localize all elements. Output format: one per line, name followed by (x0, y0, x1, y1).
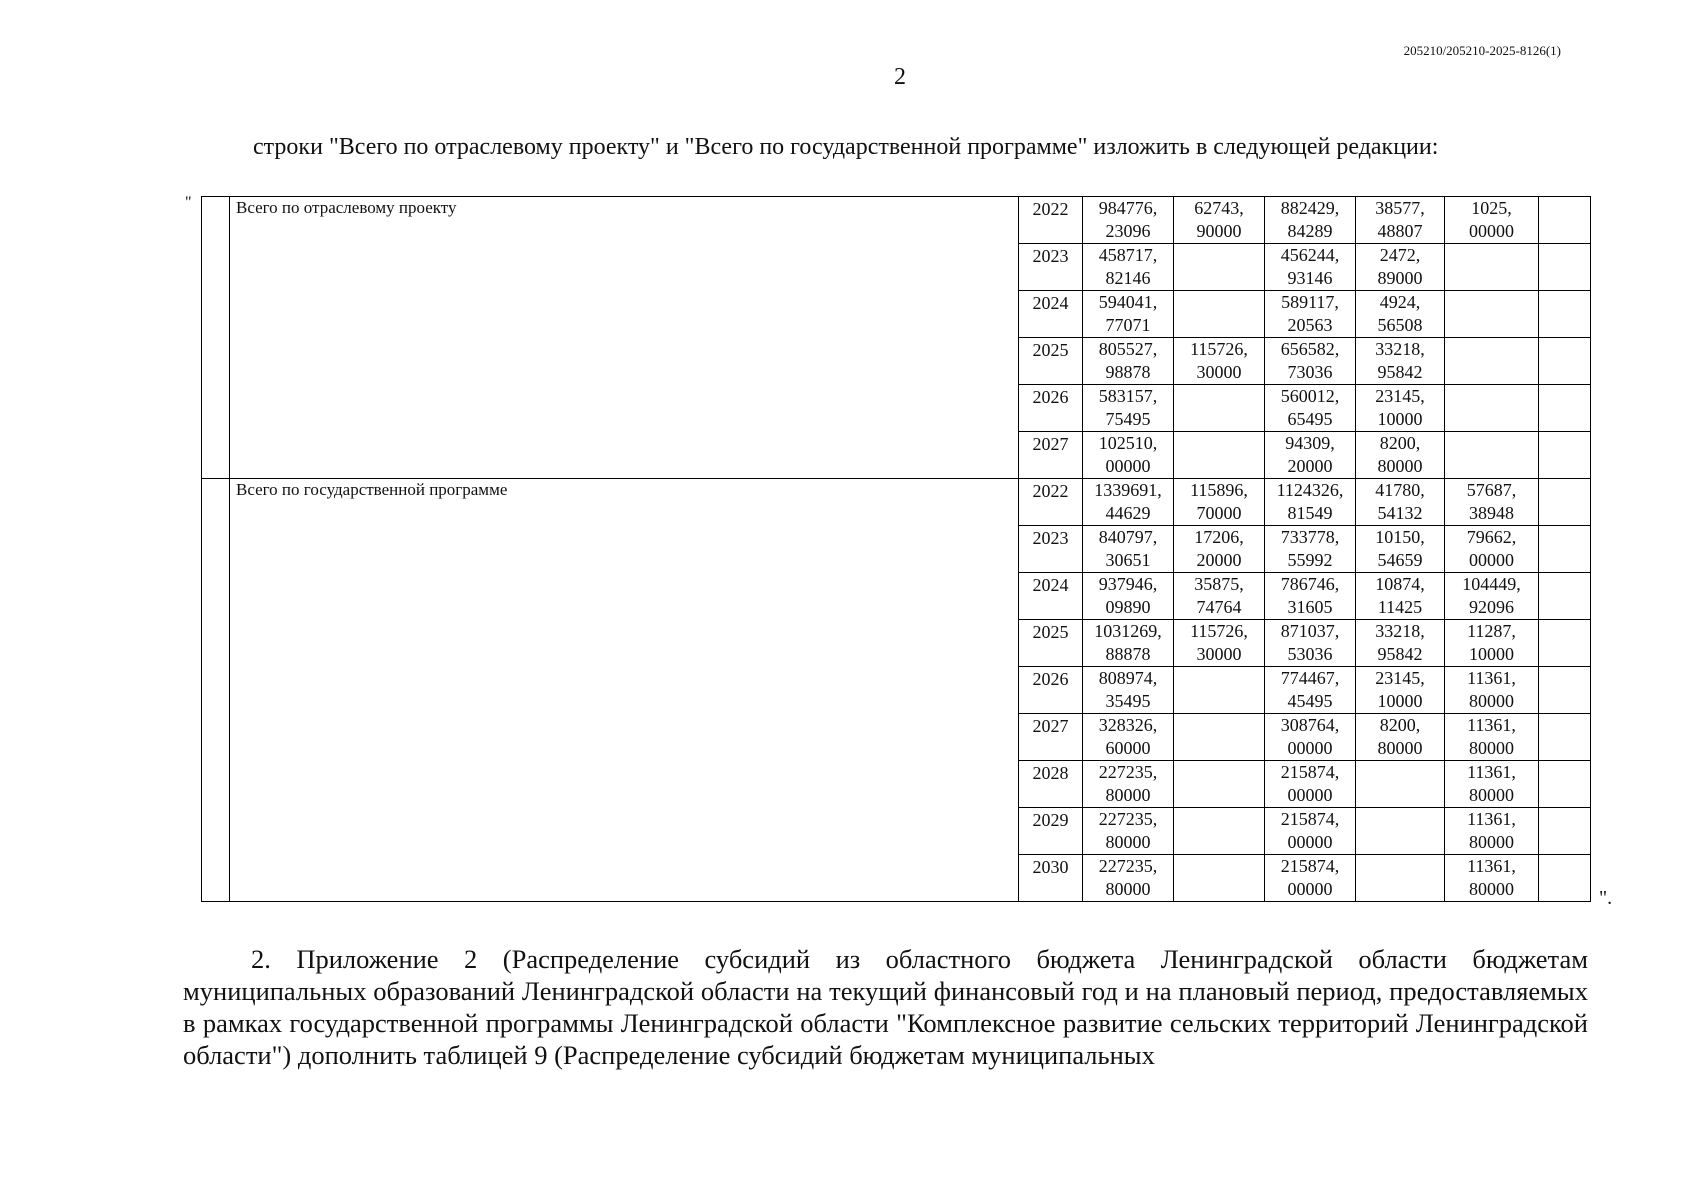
year-cell: 2022 (1019, 197, 1083, 244)
group-label: Всего по государственной программе (230, 479, 1019, 902)
value-cell-c4 (1445, 714, 1539, 761)
empty-trailing-cell (1539, 479, 1591, 526)
value-part: 11361, (1467, 762, 1516, 782)
empty-trailing-cell (1539, 573, 1591, 620)
value-part: 30651 (1105, 550, 1151, 570)
value-cell-c3 (1356, 620, 1445, 667)
value-part: 456244, (1280, 245, 1340, 265)
value-cell-c1 (1174, 714, 1265, 761)
value-part: 95842 (1377, 362, 1423, 382)
value-part: 70000 (1196, 503, 1242, 523)
year-cell: 2023 (1019, 526, 1083, 573)
value-part: 11361, (1467, 856, 1516, 876)
value-part: 90000 (1196, 221, 1242, 241)
value-part: 328326, (1098, 715, 1158, 735)
value-cell-total (1083, 620, 1174, 667)
group-label: Всего по отраслевому проекту (230, 197, 1019, 479)
value-part: 41780, (1375, 480, 1425, 500)
value-cell-c4 (1445, 573, 1539, 620)
value-part: 98878 (1105, 362, 1151, 382)
value-part: 984776, (1098, 198, 1158, 218)
value-cell-total (1083, 808, 1174, 855)
value-part: 11361, (1467, 809, 1516, 829)
value-cell-c1 (1174, 855, 1265, 902)
value-part: 805527, (1098, 339, 1158, 359)
value-cell-c1 (1174, 479, 1265, 526)
value-part: 11361, (1467, 668, 1516, 688)
value-part: 8200, (1379, 715, 1421, 735)
value-cell-total (1083, 855, 1174, 902)
value-part: 77071 (1105, 315, 1151, 335)
value-part: 00000 (1287, 879, 1333, 899)
value-part: 35495 (1105, 691, 1151, 711)
value-part: 227235, (1098, 809, 1158, 829)
value-part: 73036 (1287, 362, 1333, 382)
value-cell-c1 (1174, 197, 1265, 244)
value-part: 53036 (1287, 644, 1333, 664)
value-part: 54659 (1377, 550, 1423, 570)
value-part: 215874, (1280, 762, 1340, 782)
value-cell-c4 (1445, 667, 1539, 714)
empty-trailing-cell (1539, 526, 1591, 573)
year-cell: 2030 (1019, 855, 1083, 902)
empty-trailing-cell (1539, 808, 1591, 855)
value-part: 656582, (1280, 339, 1340, 359)
empty-trailing-cell (1539, 244, 1591, 291)
value-part: 11287, (1467, 621, 1516, 641)
value-cell-total (1083, 385, 1174, 432)
value-cell-c2 (1265, 808, 1356, 855)
value-cell-total (1083, 432, 1174, 479)
empty-trailing-cell (1539, 667, 1591, 714)
value-cell-c2 (1265, 291, 1356, 338)
value-part: 00000 (1287, 738, 1333, 758)
value-cell-c1 (1174, 761, 1265, 808)
value-part: 20000 (1196, 550, 1242, 570)
value-part: 560012, (1280, 386, 1340, 406)
value-part: 808974, (1098, 668, 1158, 688)
empty-trailing-cell (1539, 291, 1591, 338)
empty-trailing-cell (1539, 620, 1591, 667)
value-cell-c2 (1265, 667, 1356, 714)
value-cell-c1 (1174, 526, 1265, 573)
value-part: 227235, (1098, 856, 1158, 876)
year-cell: 2028 (1019, 761, 1083, 808)
value-part: 1124326, (1276, 480, 1344, 500)
value-cell-c2 (1265, 338, 1356, 385)
value-cell-total (1083, 244, 1174, 291)
value-cell-c2 (1265, 385, 1356, 432)
value-part: 23145, (1375, 668, 1425, 688)
value-part: 17206, (1194, 527, 1244, 547)
paragraph-text: 2. Приложение 2 (Распределение субсидий из областного бюджета Ленинградской области бюджетам муниципальных образований Ленинградской области на текущий финансовый год и на плановый период, предоставляемых в рамках государственной программы Ленинградской области "Комплексное развитие сельских территорий Ленинградской области") дополнить таблицей 9 (Распределение субсидий бюджетам муниципальных (183, 944, 1588, 1070)
value-cell-total (1083, 667, 1174, 714)
intro-text: строки "Всего по отраслевому проекту" и "Всего по государственной программе" изложить в следующей редакции: (253, 134, 1439, 160)
value-part: 115896, (1190, 480, 1248, 500)
value-part: 56508 (1377, 315, 1423, 335)
document-number: 205210/205210-2025-8126(1) (1403, 43, 1561, 58)
value-cell-c2 (1265, 432, 1356, 479)
value-part: 80000 (1469, 738, 1514, 758)
value-part: 65495 (1287, 409, 1333, 429)
value-cell-c4 (1445, 808, 1539, 855)
value-cell-total (1083, 714, 1174, 761)
value-cell-total (1083, 761, 1174, 808)
value-part: 00000 (1287, 785, 1333, 805)
value-part: 00000 (1105, 456, 1151, 476)
value-cell-c3 (1356, 808, 1445, 855)
value-cell-c1 (1174, 573, 1265, 620)
value-part: 48807 (1377, 221, 1423, 241)
value-part: 458717, (1098, 245, 1158, 265)
value-part: 733778, (1280, 527, 1340, 547)
value-cell-total (1083, 479, 1174, 526)
value-cell-c4 (1445, 432, 1539, 479)
value-cell-c3 (1356, 761, 1445, 808)
value-part: 30000 (1196, 644, 1242, 664)
value-part: 84289 (1287, 221, 1333, 241)
year-cell: 2026 (1019, 385, 1083, 432)
value-part: 594041, (1098, 292, 1158, 312)
value-cell-c1 (1174, 667, 1265, 714)
value-cell-c2 (1265, 197, 1356, 244)
value-part: 4924, (1379, 292, 1421, 312)
table-row (202, 479, 1591, 526)
value-part: 92096 (1469, 597, 1514, 617)
value-part: 44629 (1105, 503, 1151, 523)
value-part: 215874, (1280, 856, 1340, 876)
value-part: 583157, (1098, 386, 1158, 406)
value-part: 589117, (1281, 292, 1339, 312)
year-cell: 2027 (1019, 432, 1083, 479)
value-part: 80000 (1377, 456, 1423, 476)
value-cell-c1 (1174, 291, 1265, 338)
value-cell-c4 (1445, 244, 1539, 291)
value-part: 937946, (1098, 574, 1158, 594)
value-cell-c4 (1445, 291, 1539, 338)
value-part: 79662, (1466, 527, 1517, 547)
value-cell-c4 (1445, 526, 1539, 573)
value-part: 786746, (1280, 574, 1340, 594)
value-part: 57687, (1466, 480, 1517, 500)
value-part: 80000 (1469, 832, 1514, 852)
value-cell-c1 (1174, 244, 1265, 291)
value-part: 10000 (1377, 691, 1423, 711)
value-part: 11361, (1467, 715, 1516, 735)
value-part: 10150, (1375, 527, 1425, 547)
value-cell-c3 (1356, 667, 1445, 714)
value-cell-c3 (1356, 714, 1445, 761)
value-cell-c4 (1445, 620, 1539, 667)
value-part: 104449, (1462, 574, 1521, 594)
value-cell-c4 (1445, 338, 1539, 385)
value-cell-c1 (1174, 620, 1265, 667)
value-part: 23096 (1105, 221, 1151, 241)
value-cell-c2 (1265, 714, 1356, 761)
value-part: 00000 (1469, 221, 1514, 241)
year-cell: 2024 (1019, 573, 1083, 620)
year-cell: 2023 (1019, 244, 1083, 291)
value-part: 20563 (1287, 315, 1333, 335)
value-part: 8200, (1379, 433, 1421, 453)
value-cell-c4 (1445, 479, 1539, 526)
value-part: 774467, (1280, 668, 1340, 688)
value-part: 115726, (1190, 339, 1248, 359)
value-part: 11425 (1377, 597, 1423, 617)
value-part: 38577, (1375, 198, 1425, 218)
value-part: 54132 (1377, 503, 1423, 523)
value-part: 00000 (1469, 550, 1514, 570)
page-number: 2 (894, 64, 906, 90)
value-part: 94309, (1285, 433, 1335, 453)
value-part: 81549 (1287, 503, 1333, 523)
value-part: 215874, (1280, 809, 1340, 829)
value-part: 80000 (1105, 879, 1151, 899)
value-cell-c2 (1265, 526, 1356, 573)
value-part: 1339691, (1094, 480, 1162, 500)
empty-trailing-cell (1539, 714, 1591, 761)
value-part: 80000 (1377, 738, 1423, 758)
value-part: 80000 (1105, 785, 1151, 805)
value-cell-total (1083, 573, 1174, 620)
value-cell-total (1083, 338, 1174, 385)
table-body (202, 197, 1591, 902)
value-cell-c3 (1356, 573, 1445, 620)
value-part: 308764, (1280, 715, 1340, 735)
value-part: 1031269, (1094, 621, 1162, 641)
year-cell: 2025 (1019, 338, 1083, 385)
value-part: 00000 (1287, 832, 1333, 852)
value-part: 20000 (1287, 456, 1333, 476)
year-cell: 2025 (1019, 620, 1083, 667)
row-marker-cell (202, 197, 230, 479)
value-part: 30000 (1196, 362, 1242, 382)
year-cell: 2022 (1019, 479, 1083, 526)
value-cell-c4 (1445, 197, 1539, 244)
value-part: 102510, (1098, 433, 1158, 453)
value-cell-c2 (1265, 761, 1356, 808)
value-cell-total (1083, 291, 1174, 338)
value-part: 89000 (1377, 268, 1423, 288)
value-part: 882429, (1280, 198, 1340, 218)
value-part: 23145, (1375, 386, 1425, 406)
value-part: 10874, (1375, 574, 1425, 594)
year-cell: 2027 (1019, 714, 1083, 761)
value-cell-c3 (1356, 526, 1445, 573)
value-cell-c4 (1445, 385, 1539, 432)
value-part: 227235, (1098, 762, 1158, 782)
value-cell-c3 (1356, 855, 1445, 902)
value-cell-c3 (1356, 291, 1445, 338)
empty-trailing-cell (1539, 432, 1591, 479)
value-part: 35875, (1194, 574, 1244, 594)
body-paragraph (183, 943, 1588, 1071)
value-part: 80000 (1469, 879, 1514, 899)
value-part: 33218, (1375, 621, 1425, 641)
value-cell-c1 (1174, 432, 1265, 479)
value-part: 93146 (1287, 268, 1333, 288)
value-cell-c2 (1265, 244, 1356, 291)
value-cell-c3 (1356, 197, 1445, 244)
value-cell-c3 (1356, 338, 1445, 385)
value-part: 75495 (1105, 409, 1151, 429)
table-row (202, 197, 1591, 244)
value-cell-c2 (1265, 479, 1356, 526)
value-part: 31605 (1287, 597, 1333, 617)
value-cell-c3 (1356, 244, 1445, 291)
value-cell-c4 (1445, 761, 1539, 808)
value-part: 115726, (1190, 621, 1248, 641)
value-part: 82146 (1105, 268, 1151, 288)
value-part: 80000 (1469, 691, 1514, 711)
value-cell-c3 (1356, 432, 1445, 479)
empty-trailing-cell (1539, 761, 1591, 808)
value-cell-c1 (1174, 385, 1265, 432)
value-part: 10000 (1377, 409, 1423, 429)
empty-trailing-cell (1539, 855, 1591, 902)
value-part: 09890 (1105, 597, 1151, 617)
value-part: 60000 (1105, 738, 1151, 758)
year-cell: 2026 (1019, 667, 1083, 714)
value-part: 1025, (1471, 198, 1512, 218)
value-part: 80000 (1105, 832, 1151, 852)
value-part: 45495 (1287, 691, 1333, 711)
value-part: 74764 (1196, 597, 1242, 617)
value-part: 88878 (1105, 644, 1151, 664)
year-cell: 2029 (1019, 808, 1083, 855)
value-cell-c2 (1265, 855, 1356, 902)
empty-trailing-cell (1539, 338, 1591, 385)
value-cell-c4 (1445, 855, 1539, 902)
value-part: 871037, (1280, 621, 1340, 641)
value-part: 55992 (1287, 550, 1333, 570)
value-part: 62743, (1194, 198, 1244, 218)
value-cell-c3 (1356, 385, 1445, 432)
empty-trailing-cell (1539, 197, 1591, 244)
year-cell: 2024 (1019, 291, 1083, 338)
value-cell-c2 (1265, 620, 1356, 667)
empty-trailing-cell (1539, 385, 1591, 432)
value-part: 2472, (1379, 245, 1421, 265)
value-part: 10000 (1469, 644, 1514, 664)
value-cell-c3 (1356, 479, 1445, 526)
value-part: 33218, (1375, 339, 1425, 359)
budget-table (201, 196, 1591, 902)
value-cell-c2 (1265, 573, 1356, 620)
value-cell-c1 (1174, 338, 1265, 385)
row-marker-cell (202, 479, 230, 902)
value-part: 840797, (1098, 527, 1158, 547)
value-part: 80000 (1469, 785, 1514, 805)
value-cell-total (1083, 526, 1174, 573)
value-part: 95842 (1377, 644, 1423, 664)
opening-quote: " (185, 194, 192, 211)
closing-quote: ". (1599, 887, 1613, 909)
value-part: 38948 (1469, 503, 1514, 523)
value-cell-total (1083, 197, 1174, 244)
value-cell-c1 (1174, 808, 1265, 855)
